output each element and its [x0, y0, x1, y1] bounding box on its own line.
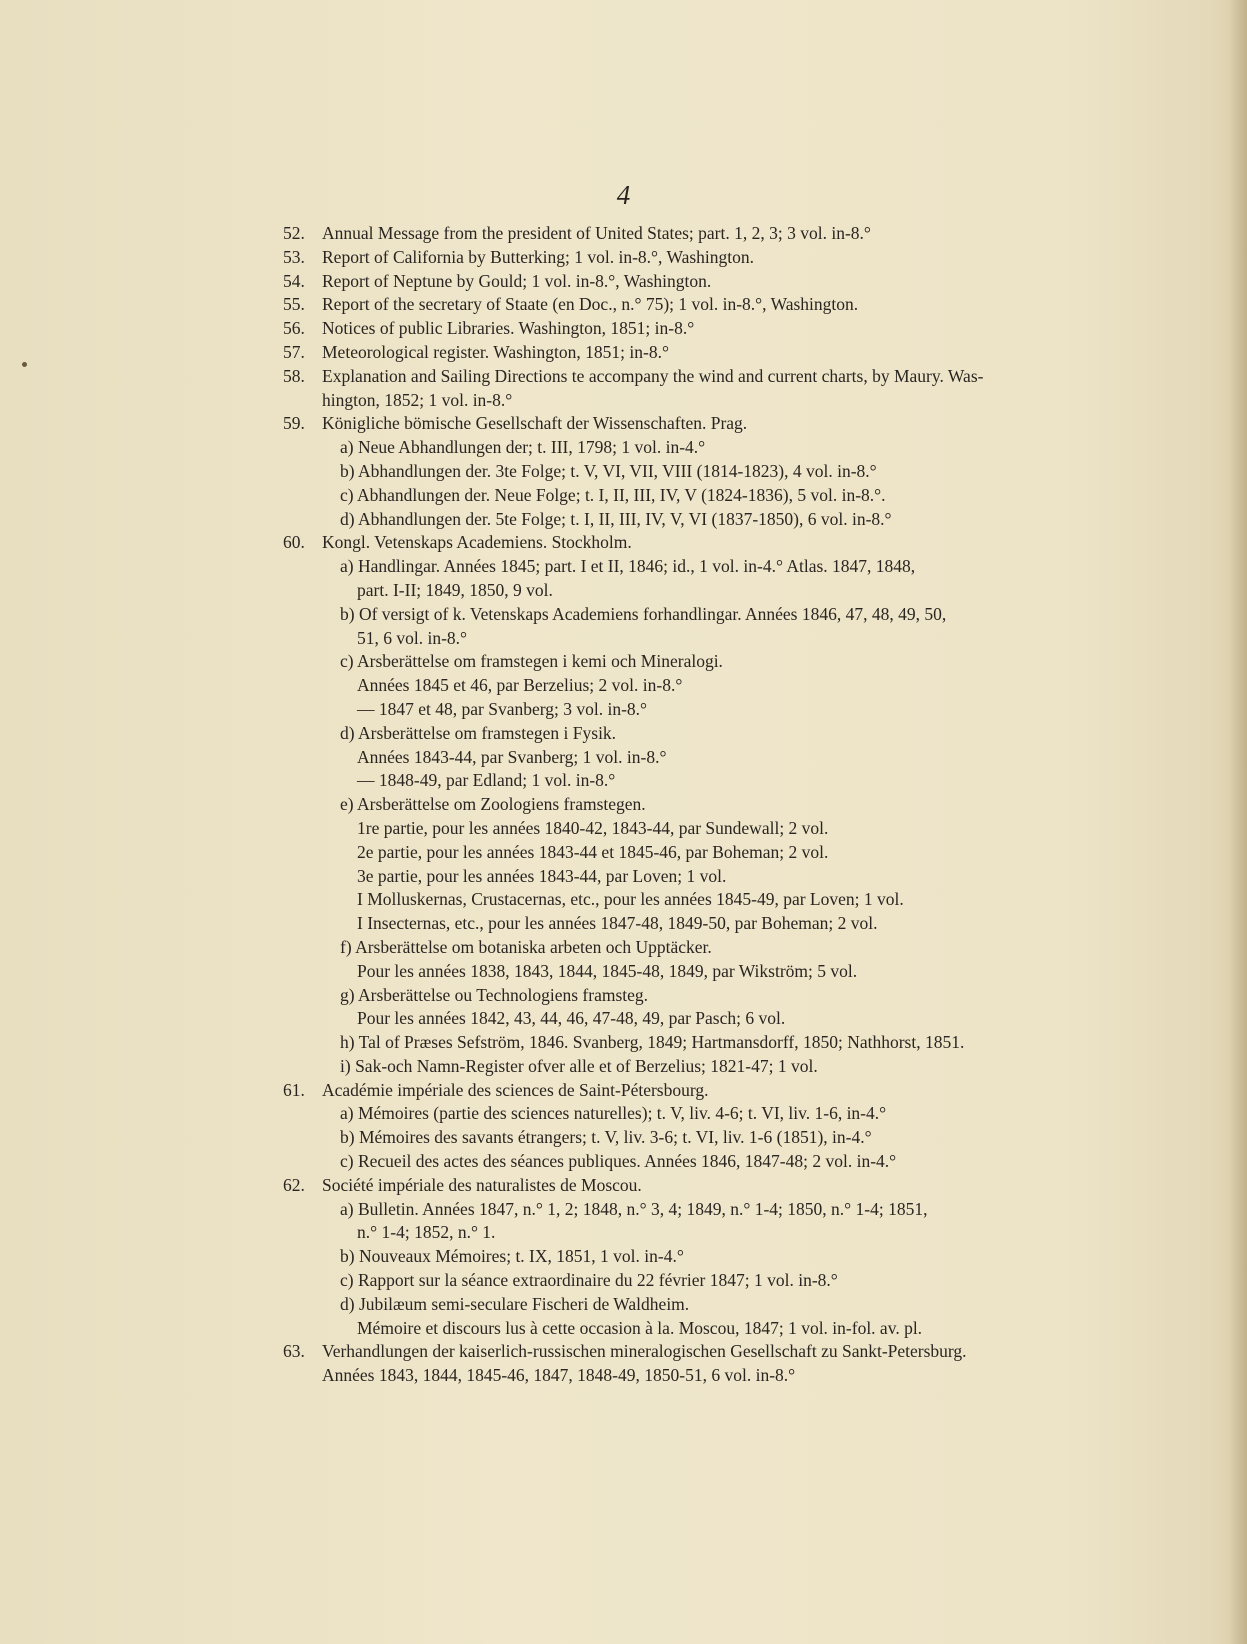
- entry-text: Années 1845 et 46, par Berzelius; 2 vol. in-8.°: [357, 675, 683, 696]
- entry-text: Report of California by Butterking; 1 vol. in-8.°, Washington.: [322, 246, 755, 267]
- entry-text: Report of Neptune by Gould; 1 vol. in-8.°, Washington.: [322, 270, 712, 291]
- entry-text: Années 1843, 1844, 1845-46, 1847, 1848-49, 1850-51, 6 vol. in-8.°: [322, 1365, 796, 1386]
- catalogue-line: [283, 555, 1208, 579]
- entry-text: d) Arsberättelse om framstegen i Fysik.: [340, 722, 617, 743]
- catalogue-line: [283, 246, 1208, 270]
- catalogue-line: [283, 531, 1208, 555]
- entry-text: hington, 1852; 1 vol. in-8.°: [322, 389, 513, 410]
- catalogue-line: [283, 412, 1208, 436]
- catalogue-line: [283, 627, 1208, 651]
- catalogue-line: [283, 222, 1208, 246]
- entry-text: d) Jubilæum semi-seculare Fischeri de Waldheim.: [340, 1293, 690, 1314]
- entry-text: b) Abhandlungen der. 3te Folge; t. V, VI, VII, VIII (1814-1823), 4 vol. in-8.°: [340, 460, 877, 481]
- catalogue-line: [283, 1126, 1208, 1150]
- entry-text: b) Mémoires des savants étrangers; t. V, liv. 3-6; t. VI, liv. 1-6 (1851), in-4.°: [340, 1127, 872, 1148]
- entry-text: b) Nouveaux Mémoires; t. IX, 1851, 1 vol. in-4.°: [340, 1246, 684, 1267]
- catalogue-line: [283, 912, 1208, 936]
- entry-text: c) Arsberättelse om framstegen i kemi och Mineralogi.: [340, 651, 723, 672]
- catalogue-line: [283, 960, 1208, 984]
- entry-number: 52.: [283, 223, 305, 243]
- entry-text: c) Abhandlungen der. Neue Folge; t. I, II, III, IV, V (1824-1836), 5 vol. in-8.°.: [340, 484, 886, 505]
- catalogue-line: [283, 1198, 1208, 1222]
- entry-text: — 1847 et 48, par Svanberg; 3 vol. in-8.°: [357, 698, 648, 719]
- entry-number: 54.: [283, 270, 305, 291]
- entry-text: Verhandlungen der kaiserlich-russischen mineralogischen Gesellschaft zu Sankt-Petersburg.: [322, 1341, 967, 1362]
- entry-text: I Insecternas, etc., pour les années 1847-48, 1849-50, par Boheman; 2 vol.: [357, 913, 878, 934]
- entry-text: Report of the secretary of Staate (en Doc., n.° 75); 1 vol. in-8.°, Washington.: [322, 294, 859, 315]
- entry-number: 63.: [283, 1341, 305, 1362]
- entry-text: Pour les années 1838, 1843, 1844, 1845-48, 1849, par Wikström; 5 vol.: [357, 960, 858, 981]
- catalogue-line: [283, 793, 1208, 817]
- catalogue-line: [283, 317, 1208, 341]
- catalogue-line: [283, 341, 1208, 365]
- entry-number: 58.: [283, 365, 305, 386]
- entry-text: b) Of versigt of k. Vetenskaps Academiens forhandlingar. Années 1846, 47, 48, 49, 50,: [340, 603, 947, 624]
- catalogue-line: [283, 650, 1208, 674]
- entry-text: I Molluskernas, Crustacernas, etc., pour les années 1845-49, par Loven; 1 vol.: [357, 889, 904, 910]
- catalogue-line: [283, 1317, 1208, 1341]
- catalogue-line: [283, 984, 1208, 1008]
- entry-text: a) Handlingar. Années 1845; part. I et II, 1846; id., 1 vol. in-4.° Atlas. 1847, 1848,: [340, 556, 916, 577]
- entry-text: i) Sak-och Namn-Register ofver alle et of Berzelius; 1821-47; 1 vol.: [340, 1055, 818, 1076]
- entry-text: f) Arsberättelse om botaniska arbeten och Upptäcker.: [340, 936, 712, 957]
- catalogue-line: [283, 888, 1208, 912]
- entry-number: 60.: [283, 532, 305, 553]
- catalogue-line: [283, 460, 1208, 484]
- catalogue-line: [283, 769, 1208, 793]
- entry-text: Société impériale des naturalistes de Moscou.: [322, 1174, 642, 1195]
- entry-text: Annual Message from the president of United States; part. 1, 2, 3; 3 vol. in-8.°: [322, 223, 871, 243]
- catalogue-line: [283, 841, 1208, 865]
- entry-text: 1re partie, pour les années 1840-42, 1843-44, par Sundewall; 2 vol.: [357, 817, 829, 838]
- catalogue-line: [283, 936, 1208, 960]
- entry-text: a) Mémoires (partie des sciences naturelles); t. V, liv. 4-6; t. VI, liv. 1-6, in-4.°: [340, 1103, 887, 1124]
- catalogue-line: [283, 817, 1208, 841]
- catalogue-line: [283, 722, 1208, 746]
- entry-text: h) Tal of Præses Sefström, 1846. Svanberg, 1849; Hartmansdorff, 1850; Nathhorst, 1851.: [340, 1032, 965, 1053]
- catalogue-line: [283, 1079, 1208, 1103]
- catalogue-line: [283, 1269, 1208, 1293]
- catalogue-line: [283, 293, 1208, 317]
- entry-text: a) Neue Abhandlungen der; t. III, 1798; 1 vol. in-4.°: [340, 437, 706, 458]
- catalogue-line: [283, 1245, 1208, 1269]
- catalogue-line: [283, 1293, 1208, 1317]
- catalogue-line: [283, 698, 1208, 722]
- entry-text: Explanation and Sailing Directions te accompany the wind and current charts, by Maury. Was-: [322, 365, 984, 386]
- catalogue-line: [283, 579, 1208, 603]
- entry-text: Académie impériale des sciences de Saint-Pétersbourg.: [322, 1079, 709, 1100]
- entry-text: n.° 1-4; 1852, n.° 1.: [357, 1222, 496, 1243]
- entry-text: c) Rapport sur la séance extraordinaire du 22 février 1847; 1 vol. in-8.°: [340, 1270, 838, 1291]
- catalogue-line: [283, 270, 1208, 294]
- entry-text: Notices of public Libraries. Washington, 1851; in-8.°: [322, 318, 695, 339]
- entry-number: 56.: [283, 318, 305, 339]
- catalogue-line: [283, 1221, 1208, 1245]
- catalogue-line: [283, 746, 1208, 770]
- entry-text: Mémoire et discours lus à cette occasion à la. Moscou, 1847; 1 vol. in-fol. av. pl.: [357, 1317, 923, 1338]
- entry-text: c) Recueil des actes des séances publiques. Années 1846, 1847-48; 2 vol. in-4.°: [340, 1151, 897, 1172]
- catalogue-line: [283, 1007, 1208, 1031]
- catalogue-line: [283, 484, 1208, 508]
- catalogue-line: [283, 1364, 1208, 1388]
- entry-text: Kongl. Vetenskaps Academiens. Stockholm.: [322, 532, 632, 553]
- entry-text: 51, 6 vol. in-8.°: [357, 627, 468, 648]
- entry-number: 62.: [283, 1174, 305, 1195]
- entry-text: Années 1843-44, par Svanberg; 1 vol. in-8.°: [357, 746, 667, 767]
- catalogue-line: [283, 1174, 1208, 1198]
- page-number: 4: [616, 180, 631, 210]
- entry-text: d) Abhandlungen der. 5te Folge; t. I, II, III, IV, V, VI (1837-1850), 6 vol. in-8.°: [340, 508, 892, 529]
- catalogue-line: [283, 674, 1208, 698]
- catalogue-line: [283, 1055, 1208, 1079]
- catalogue-line: [283, 865, 1208, 889]
- entry-text: Pour les années 1842, 43, 44, 46, 47-48, 49, par Pasch; 6 vol.: [357, 1008, 786, 1029]
- catalogue-line: [283, 436, 1208, 460]
- entry-text: Königliche bömische Gesellschaft der Wissenschaften. Prag.: [322, 413, 748, 434]
- entry-text: 3e partie, pour les années 1843-44, par Loven; 1 vol.: [357, 865, 727, 886]
- entry-number: 59.: [283, 413, 305, 434]
- catalogue-line: [283, 1031, 1208, 1055]
- catalogue-line: [283, 1340, 1208, 1364]
- catalogue-line: [283, 1150, 1208, 1174]
- catalogue-line: [283, 603, 1208, 627]
- catalogue-line: [283, 389, 1208, 413]
- entry-text: e) Arsberättelse om Zoologiens framstegen.: [340, 794, 646, 815]
- entry-text: part. I-II; 1849, 1850, 9 vol.: [357, 579, 553, 600]
- entry-number: 61.: [283, 1079, 305, 1100]
- catalogue-line: [283, 365, 1208, 389]
- entry-text: Meteorological register. Washington, 1851; in-8.°: [322, 341, 669, 362]
- entry-text: — 1848-49, par Edland; 1 vol. in-8.°: [357, 770, 616, 791]
- entry-number: 55.: [283, 294, 305, 315]
- entry-text: a) Bulletin. Années 1847, n.° 1, 2; 1848, n.° 3, 4; 1849, n.° 1-4; 1850, n.° 1-4; 1851,: [340, 1198, 928, 1219]
- entry-number: 53.: [283, 246, 305, 267]
- catalogue-list: [283, 222, 1208, 1388]
- entry-text: 2e partie, pour les années 1843-44 et 1845-46, par Boheman; 2 vol.: [357, 841, 829, 862]
- catalogue-line: [283, 1102, 1208, 1126]
- page-edge-shadow: [1229, 0, 1247, 1644]
- entry-number: 57.: [283, 341, 305, 362]
- entry-text: g) Arsberättelse ou Technologiens framsteg.: [340, 984, 649, 1005]
- margin-mark: [22, 362, 27, 367]
- catalogue-line: [283, 508, 1208, 532]
